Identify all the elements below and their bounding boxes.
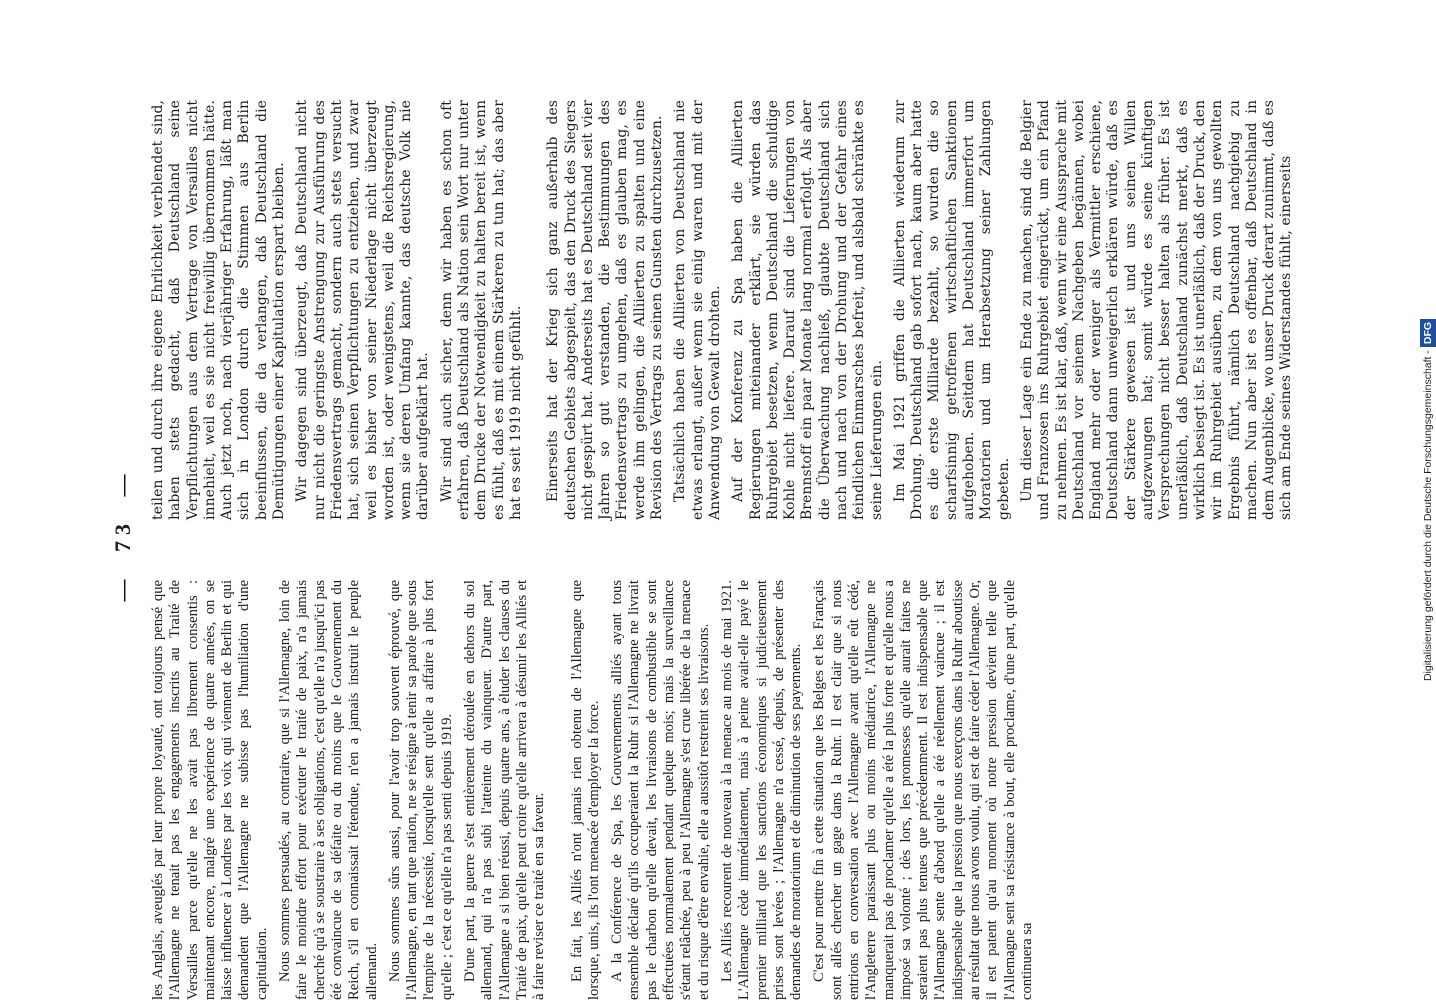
paragraph: Im Mai 1921 griffen die Alliierten wiederum zur Drohung. Deutschland gab sofort nach, kaum aber hatte es die erste Milliarde bezahlt, so wurden die so scharfsinnig getroffenen wirtschaftlichen Sanktionen aufgehoben. Seitdem hat Deutschland immerfort um Moratorien und um Herabsetzung seiner Zahlungen gebeten. xyxy=(891,100,1012,520)
dfg-logo: DFG xyxy=(1420,319,1436,347)
document-page xyxy=(110,70,1310,1000)
paragraph: A la Conférence de Spa, les Gouvernements alliés ayant tous ensemble déclaré qu'ils occuperaient la Ruhr si l'Allemagne ne livrait pas le charbon qu'elle devait, les livraisons de combustible se sont effectuées normalement pendant quelque mois; mais la surveillance s'étant relâchée, peu à peu l'Allemagne s'est crue libérée de la menace et du risque d'être envahie, elle a aussitôt restreint ses livraisons. xyxy=(609,580,712,1000)
page-header: — 73 — xyxy=(110,468,135,602)
paragraph: Nous sommes persuadés, au contraire, que si l'Allemagne, loin de faire le moindre effort pour exécuter le traité de paix, n'a jamais cherché qu'à se soustraire à ses obligations, c'est qu'elle n'a jusqu'ici pas été convaincue de sa défaite ou du moins que le Gouvernement du Reich, s'il en connaissait l'étendue, n'en a jamais instruit le peuple allemand. xyxy=(277,580,380,1000)
paragraph: teilen und durch ihre eigene Ehrlichkeit verblendet sind, haben stets gedacht, daß Deutschland seine Verpflichtungen aus dem Vertrage von Versailles nicht innehielt, weil es sie nicht freiwillig übernommen hätte. Auch jetzt noch, nach vierjähriger Erfahrung, läßt man sich in London durch die Stimmen aus Berlin beeinflussen, die da verlangen, daß Deutschland die Demütigungen einer Kapitulation erspart bleiben. xyxy=(150,100,288,520)
paragraph: D'une part, la guerre s'est entièrement déroulée en dehors du sol allemand, qui n'a pas subi l'atteinte du vainqueur. D'autre part, l'Allemagne a si bien réussi, depuis quatre ans, à éluder les clauses du Traité de paix, qu'elle peut croire qu'elle arrivera à désunir les Alliés et à faire reviser ce traité en sa faveur. xyxy=(462,580,548,1000)
page-number: 73 xyxy=(110,518,135,552)
paragraph: Einerseits hat der Krieg sich ganz außerhalb des deutschen Gebiets abgespielt, das den Druck des Siegers nicht gespürt hat. Anderseits hat es Deutschland seit vier Jahren so gut verstanden, die Bestimmungen des Friedensvertrags zu umgehen, daß es glauben mag, es werde ihm gelingen, die Alliierten zu spalten und eine Revision des Vertrags zu seinen Gunsten durchzusetzen. xyxy=(545,100,666,520)
german-column xyxy=(150,100,1295,520)
paragraph: C'est pour mettre fin à cette situation que les Belges et les Français sont allés chercher un gage dans la Ruhr. Il est clair que si nous entrions en conversation avec l'Allemagne avant qu'elle eût cédé, l'Angleterre paraissant plus ou moins médiatrice, l'Allemagne ne manquerait pas de proclamer qu'elle a été la plus forte et qu'elle nous a imposé sa volonté ; dès lors, les promesses qu'elle aurait faites ne seraient pas plus tenues que précédemment. Il est indispensable que l'Allemagne sente d'abord qu'elle a été réellement vaincue ; il est indispensable que la pression que nous exerçons dans la Ruhr aboutisse au résultat que nous avons voulu, qui est de faire céder l'Allemagne. Or, il est patent qu'au moment où notre pression devient telle que l'Allemagne sent sa résistance à bout, elle proclame, d'une part, qu'elle continuera sa xyxy=(811,580,1035,1000)
paragraph: En fait, les Alliés n'ont jamais rien obtenu de l'Allemagne que lorsque, unis, ils l'ont menacée d'employer la force. xyxy=(568,580,602,1000)
paragraph: Les Alliés recourent de nouveau à la menace au mois de mai 1921. L'Allemagne cède immédiatement, mais à peine avait-elle payé le premier milliard que les sanctions économiques si judicieusement prises sont levées ; l'Allemagne n'a cessé, depuis, de présenter des demandes de moratorium et de diminution de ses payements. xyxy=(718,580,805,1000)
credit-text: Digitalisierung gefördert durch die Deutsche Forschungsgemeinschaft - xyxy=(1422,350,1434,682)
paragraph: les Anglais, aveuglés par leur propre loyauté, ont toujours pensé que l'Allemagne ne tenait pas les engagements inscrits au Traité de Versailles parce qu'elle ne les avait pas librement consentis : maintenant encore, malgré une expérience de quatre années, on se laisse influencer à Londres par les voix qui viennent de Berlin et qui demandent que l'Allemagne ne subisse pas l'humiliation d'une capitulation. xyxy=(150,580,270,1000)
paragraph: Tatsächlich haben die Alliierten von Deutschland nie etwas erlangt, außer wenn sie einig waren und mit der Anwendung von Gewalt drohten. xyxy=(672,100,723,520)
spacer xyxy=(555,580,569,1000)
paragraph: Um dieser Lage ein Ende zu machen, sind die Belgier und Franzosen ins Ruhrgebiet eingerückt, um ein Pfand zu nehmen. Es ist klar, daß, wenn wir eine Aussprache mit Deutschland vor seinem Nachgeben begännen, wobei England mehr oder weniger als Vermittler erschiene, Deutschland dann unweigerlich erklären würde, daß es der Stärkere gewesen ist und uns seinen Willen aufgezwungen hat; somit würde es seine künftigen Versprechungen nicht besser halten als früher. Es ist unerläßlich, daß Deutschland zunächst merkt, daß es wirklich besiegt ist. Es ist unerläßlich, daß der Druck, den wir im Ruhrgebiet ausüben, zu dem von uns gewollten Ergebnis führt, nämlich Deutschland nachgiebig zu machen. Nun aber ist es offenbar, daß Deutschland in dem Augenblicke, wo unser Druck derart zunimmt, daß es sich am Ende seines Widerstandes fühlt, einerseits xyxy=(1018,100,1295,520)
spacer xyxy=(531,100,545,520)
paragraph: Wir sind auch sicher, denn wir haben es schon oft erfahren, daß Deutschland als Nation sein Wort nur unter dem Drucke der Notwendigkeit zu halten bereit ist, wenn es fühlt, daß es mit einem Stärkeren zu tun hat; das aber hat es seit 1919 nicht gefühlt. xyxy=(438,100,524,520)
french-column xyxy=(150,580,1250,1000)
paragraph: Auf der Konferenz zu Spa haben die Alliierten Regierungen miteinander erklärt, sie würden das Ruhrgebiet besetzen, wenn Deutschland die schuldige Kohle nicht liefere. Darauf sind die Lieferungen von Brennstoff ein paar Monate lang normal erfolgt. Als aber die Überwachung nachließ, glaubte Deutschland sich nach und nach von der Drohung und der Gefahr eines feindlichen Einmarsches befreit, und alsbald schränkte es seine Lieferungen ein. xyxy=(730,100,885,520)
digitization-credit xyxy=(1420,0,1436,1000)
paragraph: Wir dagegen sind überzeugt, daß Deutschland nicht nur nicht die geringste Anstrengung zur Ausführung des Friedensvertrags gemacht, sondern auch stets versucht hat, sich seinen Verpflichtungen zu entziehen, und zwar weil es bisher von seiner Niederlage nicht überzeugt worden ist, oder wenigstens, weil die Reichsregierung, wenn sie deren Umfang kannte, das deutsche Volk nie darüber aufgeklärt hat. xyxy=(294,100,432,520)
paragraph: Nous sommes sûrs aussi, pour l'avoir trop souvent éprouvé, que l'Allemagne, en tant que nation, ne se résigne à tenir sa parole que sous l'empire de la nécessité, lorsqu'elle sent qu'elle a affaire à plus fort qu'elle ; c'est ce qu'elle n'a pas senti depuis 1919. xyxy=(386,580,455,1000)
